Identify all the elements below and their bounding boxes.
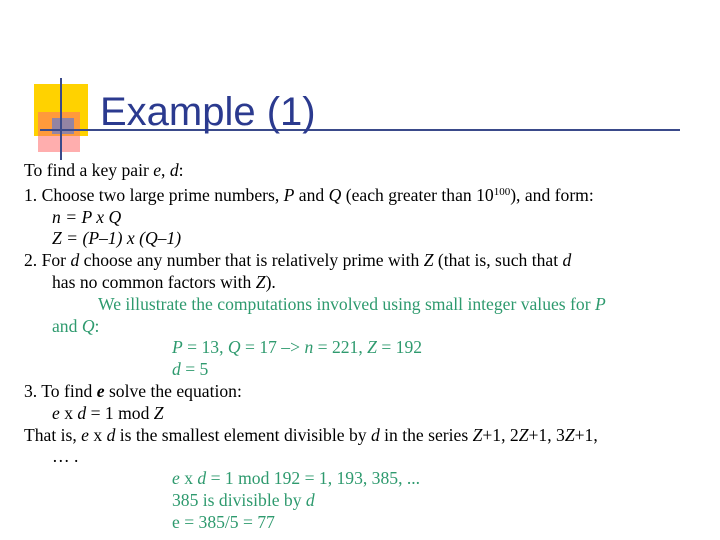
- line-step3: 3. To find e solve the equation:: [24, 380, 242, 401]
- line-ellipsis: … .: [52, 446, 79, 467]
- decor-vertical-rule: [60, 78, 62, 160]
- line-step2-cont: has no common factors with Z).: [52, 271, 276, 292]
- line-equation: e x d = 1 mod Z: [52, 402, 164, 423]
- decor-blue-square: [52, 118, 74, 134]
- line-step2: 2. For d choose any number that is relatively prime with Z (that is, such that d: [24, 250, 572, 271]
- line-z-formula: Z = (P–1) x (Q–1): [52, 228, 182, 249]
- line-mod-series: e x d = 1 mod 192 = 1, 193, 385, ...: [172, 468, 421, 489]
- line-intro: To find a key pair e, d:: [24, 160, 184, 180]
- line-illustrate: We illustrate the computations involved using small integer values for P: [98, 293, 606, 314]
- line-illustrate-cont: and Q:: [52, 315, 100, 336]
- line-values: P = 13, Q = 17 –> n = 221, Z = 192: [172, 337, 423, 358]
- line-result: e = 385/5 = 77: [172, 511, 275, 532]
- slide-title: Example (1): [100, 90, 316, 134]
- line-step1: 1. Choose two large prime numbers, P and Q (each greater than $10^{100}$), and form:: [24, 184, 594, 205]
- line-d-value: d = 5: [172, 359, 209, 380]
- line-divisible: 385 is divisible by d: [172, 489, 315, 510]
- line-n-formula: n = P x Q: [52, 206, 122, 227]
- line-that-is: That is, e x d is the smallest element divisible by d in the series Z+1, 2Z+1, 3Z+1,: [24, 424, 598, 445]
- slide-body: [24, 160, 704, 534]
